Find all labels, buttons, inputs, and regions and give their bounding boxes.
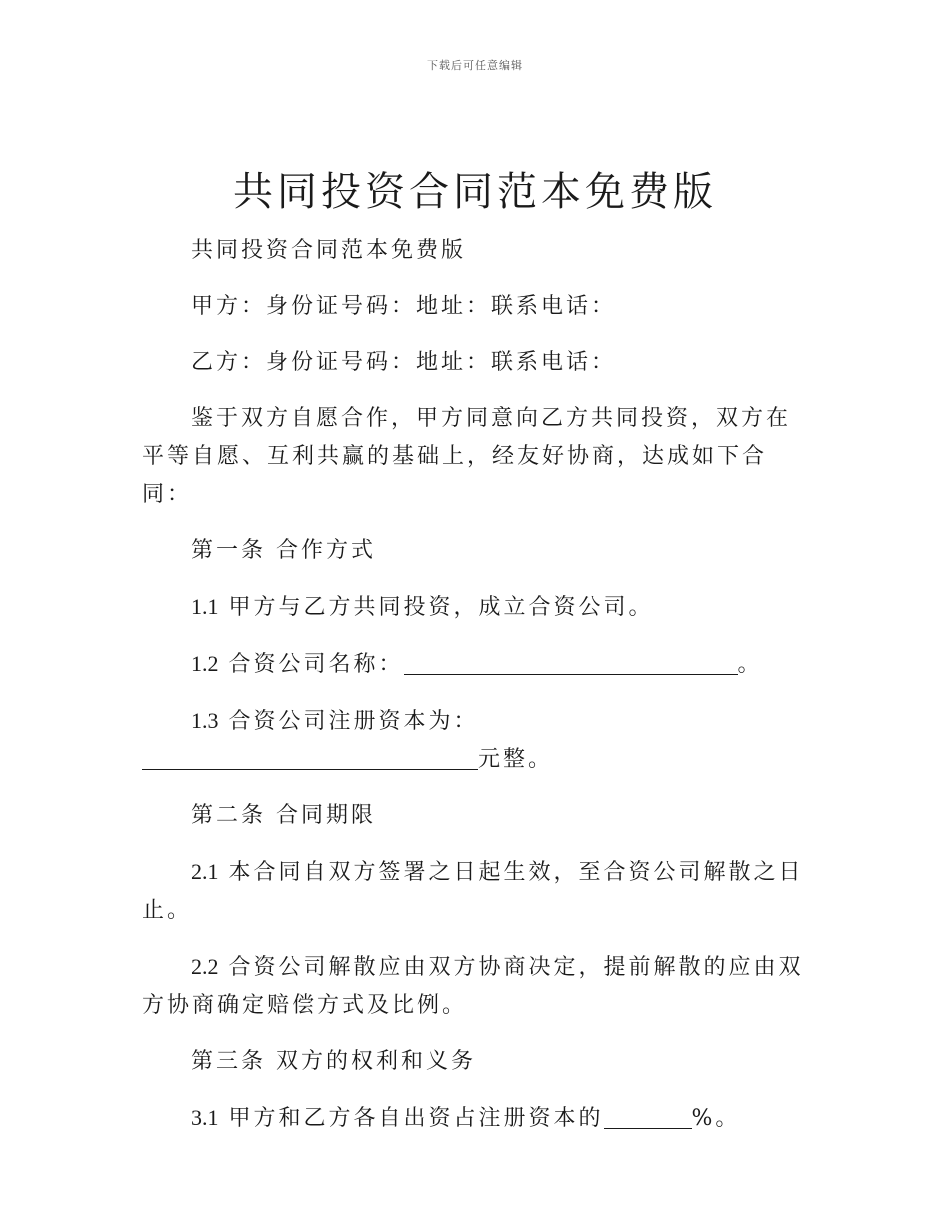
article-3-heading: 第三条 双方的权利和义务 [191, 1049, 476, 1074]
clause-end: 元整。 [478, 747, 554, 772]
clause-1-3 [142, 702, 812, 779]
clause-end: %。 [691, 1106, 741, 1131]
clause-2-2 [142, 948, 812, 1025]
registered-capital-blank[interactable] [142, 743, 478, 770]
paragraph-party-a: 甲方：身份证号码：地址：联系电话： [191, 294, 617, 319]
article-1-heading: 第一条 合作方式 [191, 538, 376, 563]
header-note: 下载后可任意编辑 [427, 59, 523, 72]
paragraph-preamble: 鉴于双方自愿合作，甲方同意向乙方共同投资，双方在平等自愿、互利共赢的基础上，经友好协商，达成如下合同： [142, 406, 792, 507]
clause-number: 1.2 [191, 651, 219, 676]
document-title: 共同投资合同范本免费版 [233, 169, 717, 215]
clause-text: 本合同自双方签署之日起生效，至合资公司解散之日止。 [142, 860, 804, 923]
company-name-blank[interactable] [404, 648, 738, 675]
clause-2-1 [142, 853, 812, 930]
clause-number: 3.1 [191, 1105, 219, 1130]
document-body [142, 232, 812, 1156]
clause-text: 合资公司解散应由双方协商决定，提前解散的应由双方协商确定赔偿方式及比例。 [142, 955, 804, 1018]
paragraph-subtitle: 共同投资合同范本免费版 [191, 238, 467, 263]
clause-text: 合资公司注册资本为： [218, 709, 479, 734]
clause-text: 合资公司名称： [218, 652, 404, 677]
clause-end: 。 [737, 652, 763, 677]
clause-number: 1.3 [191, 708, 219, 733]
clause-number: 1.1 [191, 594, 219, 619]
clause-number: 2.1 [191, 859, 219, 884]
paragraph-party-b: 乙方：身份证号码：地址：联系电话： [191, 350, 617, 375]
clause-number: 2.2 [191, 954, 219, 979]
clause-1-2 [142, 645, 812, 684]
article-2-heading: 第二条 合同期限 [191, 803, 376, 828]
clause-3-1 [142, 1099, 812, 1138]
capital-share-blank[interactable] [604, 1102, 692, 1129]
clause-text: 甲方与乙方共同投资，成立合资公司。 [218, 595, 654, 620]
clause-text: 甲方和乙方各自出资占注册资本的 [218, 1106, 604, 1131]
clause-1-1 [142, 588, 812, 627]
